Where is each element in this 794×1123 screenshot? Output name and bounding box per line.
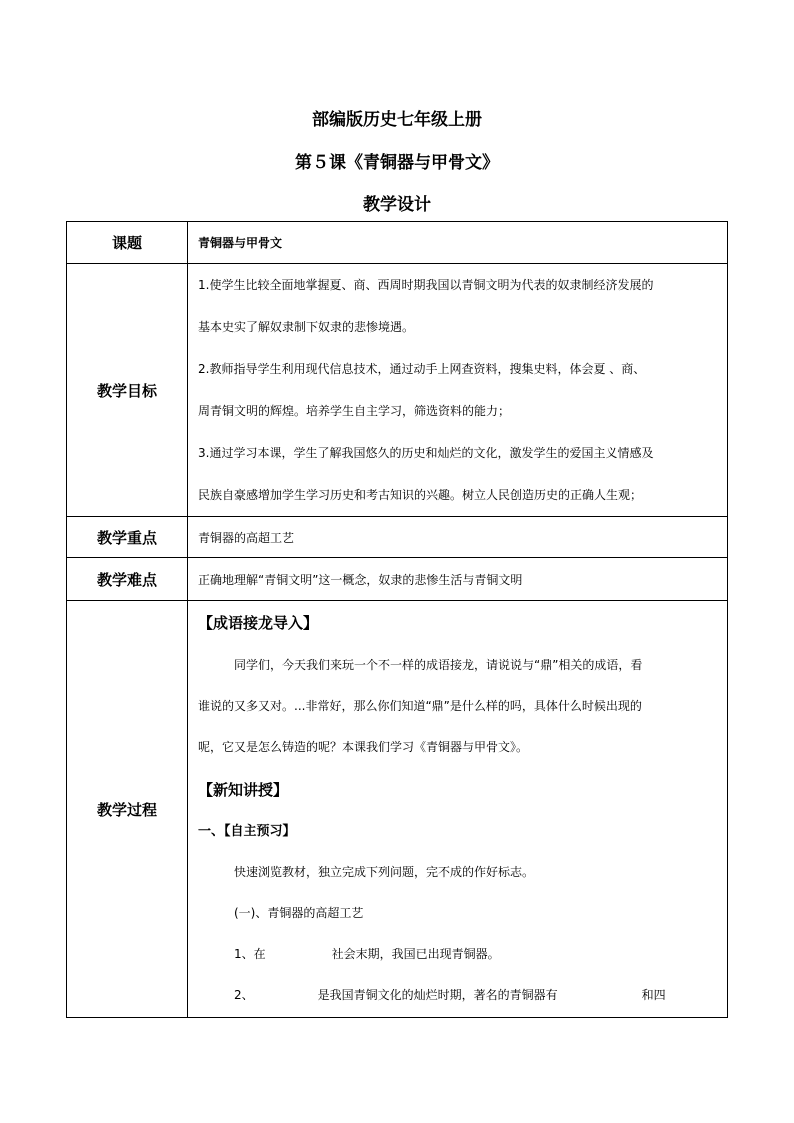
doc-title-line3: 教学设计	[363, 195, 431, 215]
row-goals	[67, 264, 728, 517]
value-key-points: 青铜器的高超工艺	[188, 517, 728, 558]
label-goals: 教学目标	[67, 264, 188, 517]
doc-title-line2: 第５课《青铜器与甲骨文》	[295, 153, 499, 173]
row-key-points	[67, 517, 728, 558]
q1-prefix: 1、在	[234, 947, 266, 961]
intro-heading: 【成语接龙导入】	[198, 614, 319, 632]
question-1	[198, 934, 721, 975]
goal-line: 2.教师指导学生利用现代信息技术，通过动手上网查资料，搜集史料，体会夏 、商、	[198, 362, 646, 376]
intro-line-1: 同学们，今天我们来玩一个不一样的成语接龙，请说说与“鼎”相关的成语，看	[234, 658, 643, 672]
intro-line-2: 谁说的又多又对。...非常好，那么你们知道“鼎”是什么样的吗，具体什么时候出现的	[198, 699, 642, 713]
goal-line: 3.通过学习本课，学生了解我国悠久的历史和灿烂的文化，激发学生的爱国主义情感及	[198, 446, 654, 460]
label-key-points: 教学重点	[67, 517, 188, 558]
label-subject: 课题	[67, 222, 188, 264]
instruction-line: 快速浏览教材，独立完成下列问题，完不成的作好标志。	[234, 865, 535, 879]
q2-prefix: 2、	[234, 988, 254, 1002]
row-process	[67, 601, 728, 1018]
self-study-heading: 一、【自主预习】	[198, 824, 296, 839]
intro-line-3: 呢，它又是怎么铸造的呢？本课我们学习《青铜器与甲骨文》。	[198, 740, 529, 754]
value-difficulties: 正确地理解“青铜文明”这一概念，奴隶的悲惨生活与青铜文明	[188, 558, 728, 601]
value-subject: 青铜器与甲骨文	[188, 222, 728, 264]
label-difficulties: 教学难点	[67, 558, 188, 601]
goal-line: 1.使学生比较全面地掌握夏、商、西周时期我国以青铜文明为代表的奴隶制经济发展的	[198, 278, 654, 292]
q2-suffix: 和四	[641, 988, 666, 1002]
goal-line: 周青铜文明的辉煌。培养学生自主学习，筛选资料的能力；	[198, 404, 511, 418]
value-process	[188, 601, 728, 1018]
q1-suffix: 社会末期，我国已出现青铜器。	[331, 947, 500, 961]
value-goals	[188, 264, 728, 517]
question-2	[198, 975, 721, 1016]
goal-line: 民族自豪感增加学生学习历史和考古知识的兴趣。树立人民创造历史的正确人生观；	[198, 488, 643, 502]
q2-middle: 是我国青铜文化的灿烂时期，著名的青铜器有	[317, 988, 558, 1002]
goal-line: 基本史实了解奴隶制下奴隶的悲惨境遇。	[198, 320, 415, 334]
doc-title-line1: 部编版历史七年级上册	[312, 110, 482, 130]
row-difficulties	[67, 558, 728, 601]
label-process: 教学过程	[67, 601, 188, 1018]
lesson-plan-table	[66, 221, 728, 1018]
new-knowledge-heading: 【新知讲授】	[198, 781, 289, 799]
section-1-heading: (一)、青铜器的高超工艺	[234, 906, 364, 920]
row-subject	[67, 222, 728, 264]
